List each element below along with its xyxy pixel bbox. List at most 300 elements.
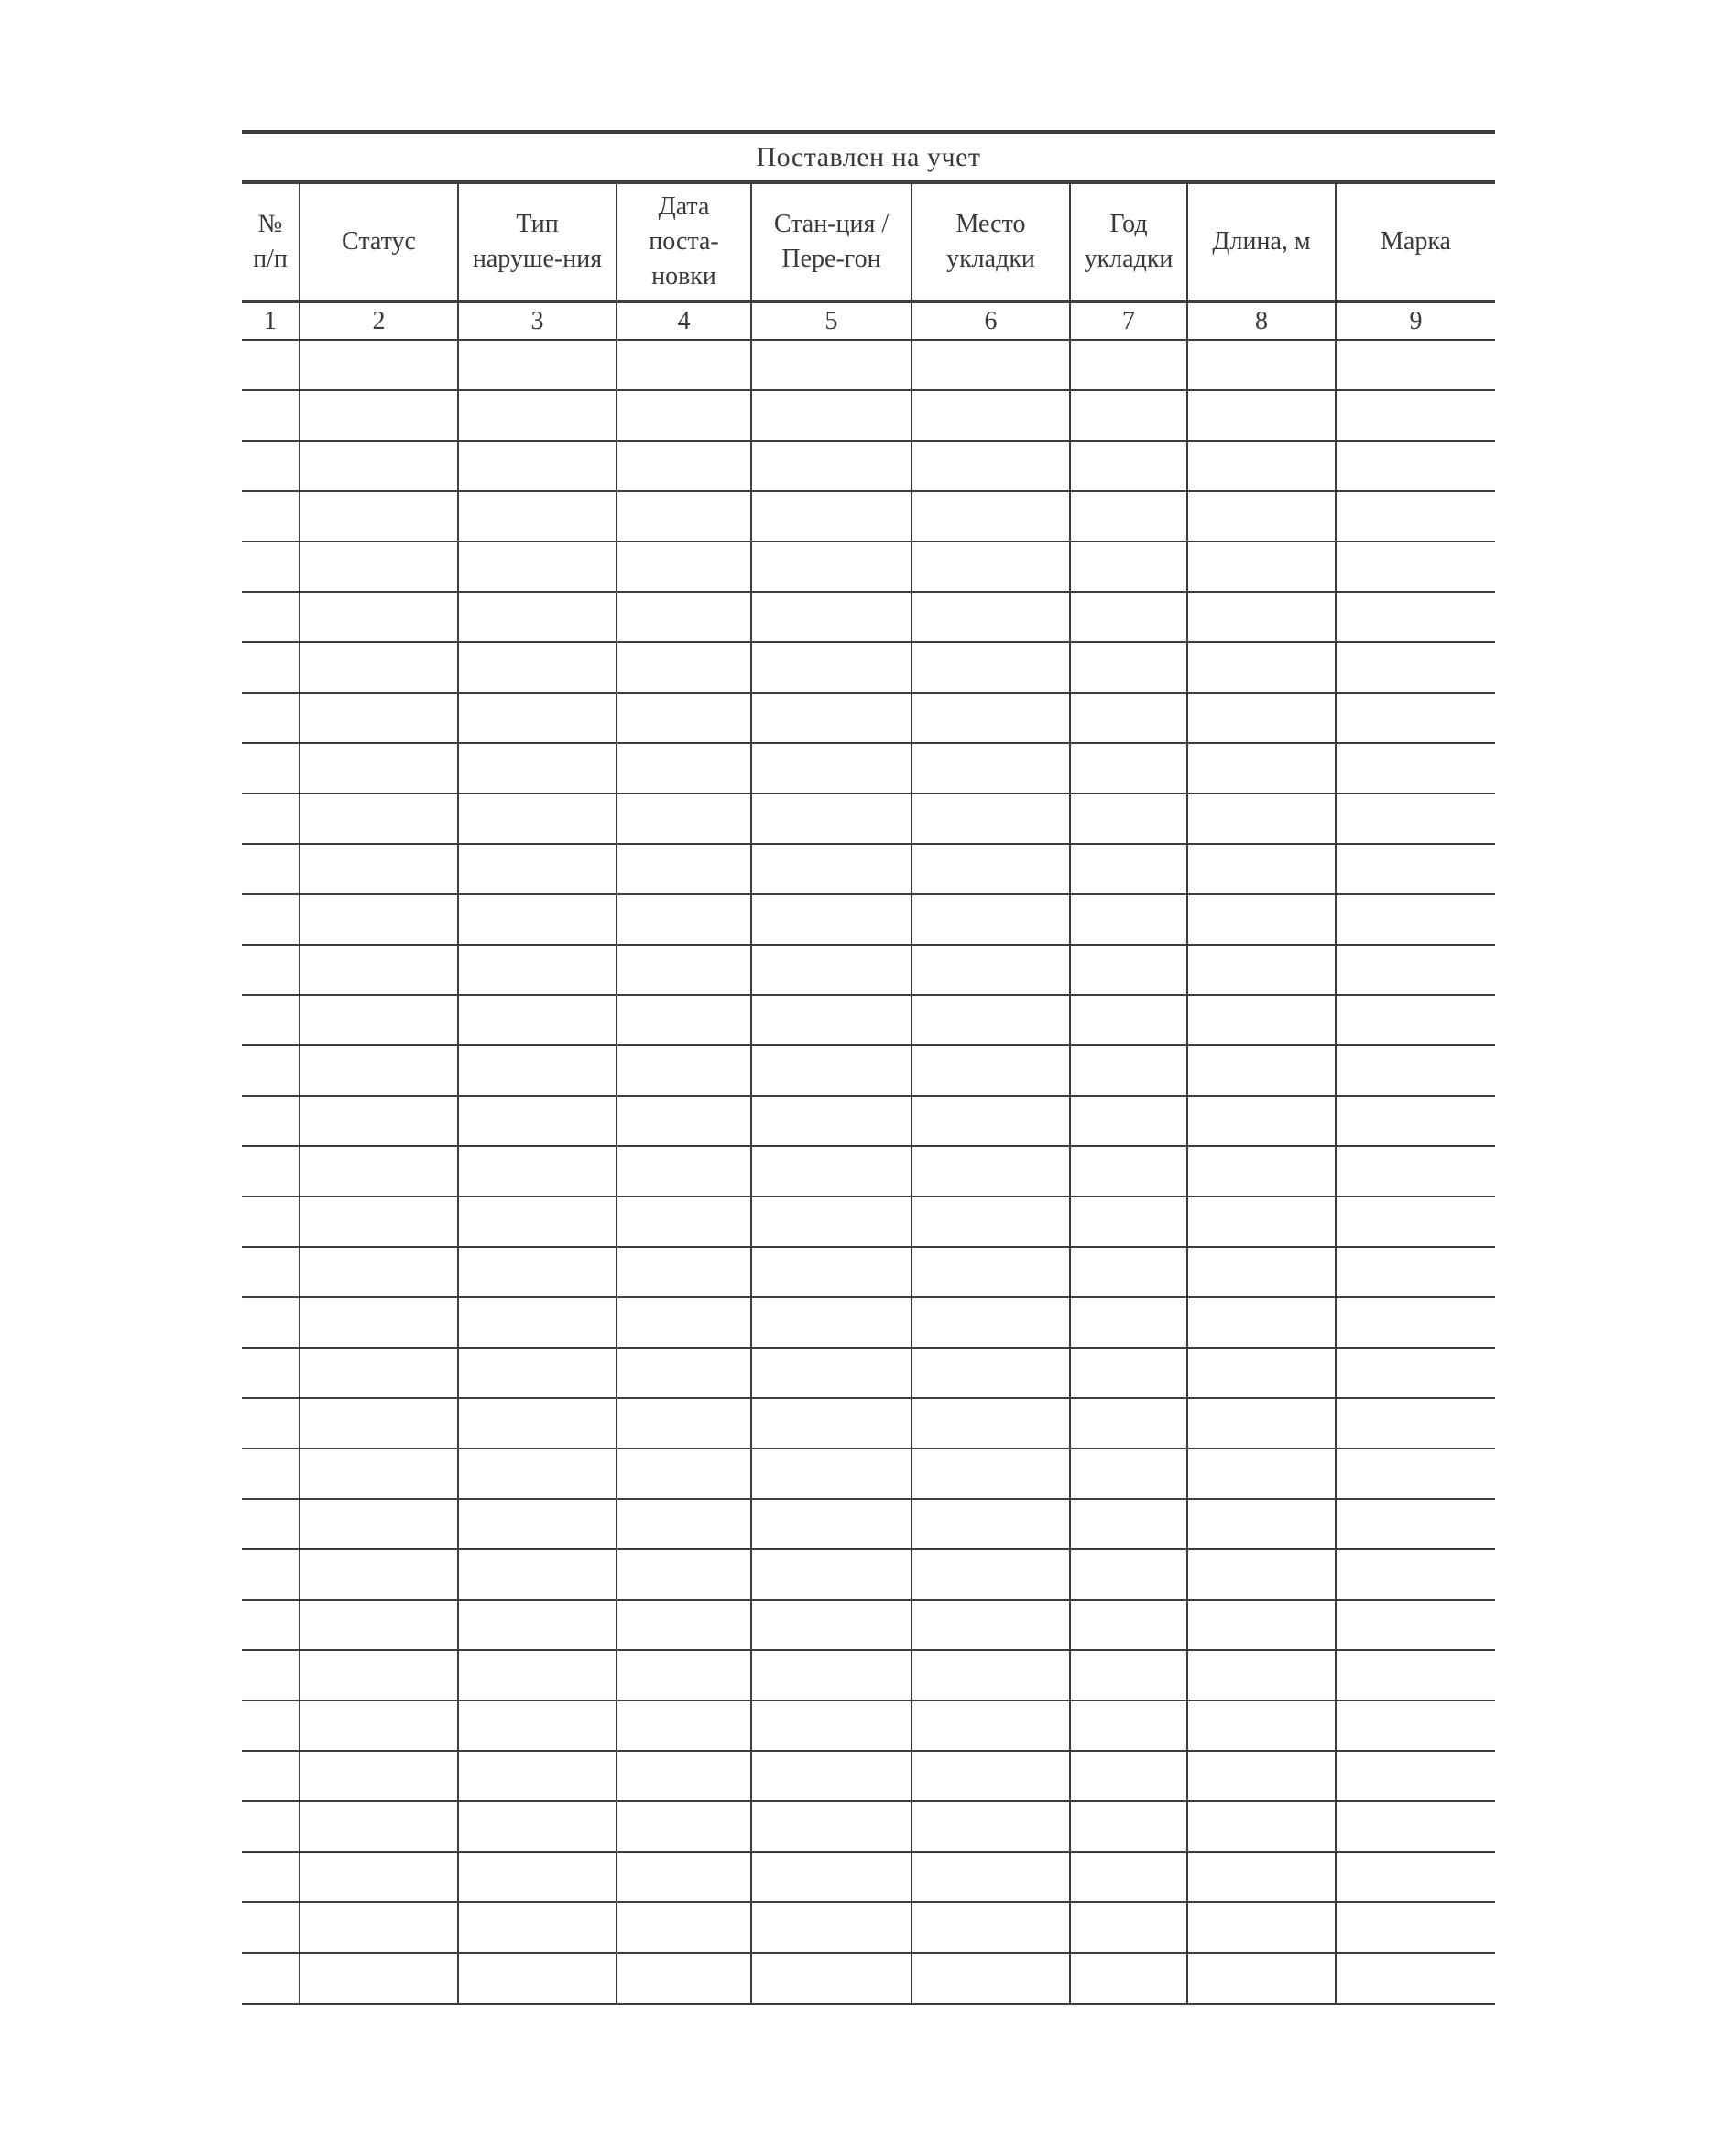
table-row <box>242 1601 1495 1651</box>
table-row <box>242 492 1495 542</box>
table-cell <box>242 1248 299 1296</box>
table-cell <box>299 391 457 440</box>
table-cell <box>1186 996 1335 1044</box>
column-header-6: Место укладки <box>911 184 1069 300</box>
table-cell <box>1186 1550 1335 1599</box>
column-header-5: Стан-ция / Пере-гон <box>750 184 911 300</box>
table-cell <box>457 1550 616 1599</box>
table-cell <box>1335 1802 1495 1851</box>
table-cell <box>750 1147 911 1196</box>
table-row <box>242 1298 1495 1349</box>
table-cell <box>242 996 299 1044</box>
table-cell <box>750 1500 911 1548</box>
table-cell <box>1186 1853 1335 1901</box>
column-number-9: 9 <box>1335 303 1495 339</box>
table-cell <box>1069 1248 1186 1296</box>
table-row <box>242 946 1495 996</box>
column-number-3: 3 <box>457 303 616 339</box>
table-cell <box>616 492 750 541</box>
table-cell <box>616 794 750 843</box>
table-cell <box>1186 442 1335 490</box>
table-cell <box>1186 895 1335 944</box>
table-cell <box>457 442 616 490</box>
table-cell <box>616 1449 750 1498</box>
table-cell <box>1069 1752 1186 1800</box>
table-cell <box>1186 1903 1335 1952</box>
table-row <box>242 1197 1495 1248</box>
table-cell <box>457 1449 616 1498</box>
table-cell <box>750 1399 911 1448</box>
table-cell <box>1335 1197 1495 1246</box>
table-cell <box>457 1903 616 1952</box>
table-cell <box>299 442 457 490</box>
table-cell <box>1186 694 1335 742</box>
table-cell <box>242 794 299 843</box>
table-cell <box>242 845 299 893</box>
table-caption: Поставлен на учет <box>242 130 1495 180</box>
column-header-7: Год укладки <box>1069 184 1186 300</box>
table-cell <box>1186 1449 1335 1498</box>
table-cell <box>299 1500 457 1548</box>
table-cell <box>750 1449 911 1498</box>
table-cell <box>457 895 616 944</box>
table-cell <box>1069 694 1186 742</box>
table-cell <box>1335 1248 1495 1296</box>
table-cell <box>1186 1248 1335 1296</box>
table-cell <box>1335 341 1495 389</box>
table-cell <box>457 1651 616 1700</box>
table-cell <box>616 1954 750 2003</box>
table-row <box>242 1550 1495 1601</box>
table-cell <box>299 1449 457 1498</box>
table-cell <box>299 1802 457 1851</box>
table-row <box>242 996 1495 1046</box>
table-cell <box>457 1954 616 2003</box>
table-cell <box>616 1097 750 1145</box>
table-cell <box>1335 442 1495 490</box>
table-cell <box>1186 1651 1335 1700</box>
table-cell <box>1069 895 1186 944</box>
table-row <box>242 593 1495 643</box>
table-cell <box>1186 1298 1335 1347</box>
table-cell <box>1335 492 1495 541</box>
table-cell <box>1069 1903 1186 1952</box>
table-cell <box>242 1500 299 1548</box>
table-cell <box>299 1147 457 1196</box>
table-cell <box>911 1954 1069 2003</box>
numbers-row <box>242 303 1495 341</box>
table-cell <box>457 1802 616 1851</box>
table-cell <box>1335 643 1495 692</box>
table-cell <box>616 1651 750 1700</box>
table-row <box>242 1752 1495 1802</box>
table-row <box>242 391 1495 442</box>
table-cell <box>750 593 911 641</box>
table-cell <box>1186 1954 1335 2003</box>
table-cell <box>750 1298 911 1347</box>
table-cell <box>911 492 1069 541</box>
table-cell <box>242 643 299 692</box>
table-row <box>242 1802 1495 1853</box>
table-cell <box>242 1197 299 1246</box>
table-row <box>242 794 1495 845</box>
table-cell <box>457 1601 616 1649</box>
table-cell <box>911 1097 1069 1145</box>
table-cell <box>616 1147 750 1196</box>
table-cell <box>616 1550 750 1599</box>
table-cell <box>1186 946 1335 994</box>
table-cell <box>911 1601 1069 1649</box>
table-cell <box>750 1349 911 1397</box>
table-cell <box>1335 1651 1495 1700</box>
column-header-4: Дата поста- новки <box>616 184 750 300</box>
table-cell <box>299 1651 457 1700</box>
table-cell <box>911 593 1069 641</box>
table-cell <box>750 1752 911 1800</box>
table-cell <box>1335 996 1495 1044</box>
table-cell <box>911 1046 1069 1095</box>
table-cell <box>616 1853 750 1901</box>
table-cell <box>242 1903 299 1952</box>
table-cell <box>911 1550 1069 1599</box>
table-cell <box>616 1197 750 1246</box>
table-cell <box>1069 1500 1186 1548</box>
table-cell <box>242 542 299 591</box>
table-cell <box>457 1701 616 1750</box>
table-cell <box>1335 542 1495 591</box>
table-cell <box>242 1298 299 1347</box>
column-header-2: Статус <box>299 184 457 300</box>
table-cell <box>299 1752 457 1800</box>
table-cell <box>750 694 911 742</box>
table-cell <box>457 1349 616 1397</box>
table-cell <box>911 1701 1069 1750</box>
table-cell <box>911 1500 1069 1548</box>
table-cell <box>911 391 1069 440</box>
table-cell <box>1069 845 1186 893</box>
table-cell <box>616 341 750 389</box>
table-cell <box>457 946 616 994</box>
table-cell <box>242 442 299 490</box>
table-cell <box>1335 1701 1495 1750</box>
table-cell <box>299 1197 457 1246</box>
table-cell <box>750 1550 911 1599</box>
table-cell <box>242 1651 299 1700</box>
table-cell <box>1069 1701 1186 1750</box>
table-body <box>242 341 1495 2005</box>
table-cell <box>1335 1399 1495 1448</box>
table-row <box>242 1701 1495 1752</box>
table-cell <box>457 1298 616 1347</box>
table-cell <box>1335 1752 1495 1800</box>
table-cell <box>911 1802 1069 1851</box>
column-header-1: № п/п <box>253 210 288 273</box>
table-cell <box>1069 1046 1186 1095</box>
table-cell <box>1069 1298 1186 1347</box>
table-cell <box>616 1701 750 1750</box>
table-cell <box>299 946 457 994</box>
table-cell <box>1069 542 1186 591</box>
column-number-7: 7 <box>1069 303 1186 339</box>
table-cell <box>299 1097 457 1145</box>
table-row <box>242 744 1495 794</box>
table-cell <box>1335 895 1495 944</box>
table-cell <box>911 1399 1069 1448</box>
table-cell <box>1335 1601 1495 1649</box>
table-cell <box>457 492 616 541</box>
column-header-3: Тип наруше-ния <box>457 184 616 300</box>
table-cell <box>299 996 457 1044</box>
table-cell <box>616 1349 750 1397</box>
table-cell <box>1335 1903 1495 1952</box>
table-cell <box>299 1399 457 1448</box>
table-cell <box>1069 593 1186 641</box>
table-cell <box>1069 1954 1186 2003</box>
table-cell <box>242 341 299 389</box>
table-cell <box>1069 1601 1186 1649</box>
table-cell <box>1069 391 1186 440</box>
table-cell <box>616 1752 750 1800</box>
table-cell <box>457 1046 616 1095</box>
table-cell <box>1186 845 1335 893</box>
table-cell <box>299 542 457 591</box>
table-row <box>242 1651 1495 1701</box>
table-cell <box>299 1601 457 1649</box>
table-cell <box>242 391 299 440</box>
table-cell <box>1069 744 1186 793</box>
table-cell <box>911 996 1069 1044</box>
table-cell <box>457 1853 616 1901</box>
table-cell <box>1069 442 1186 490</box>
table-cell <box>457 542 616 591</box>
table-row <box>242 1046 1495 1097</box>
table-cell <box>1335 744 1495 793</box>
table-cell <box>616 1298 750 1347</box>
table-cell <box>750 1903 911 1952</box>
table-cell <box>911 694 1069 742</box>
table-cell <box>750 1802 911 1851</box>
table-cell <box>242 1349 299 1397</box>
table-cell <box>1186 1046 1335 1095</box>
table-cell <box>242 1752 299 1800</box>
table-cell <box>750 996 911 1044</box>
table-cell <box>616 694 750 742</box>
table-cell <box>242 1601 299 1649</box>
table-cell <box>911 643 1069 692</box>
table-cell <box>242 1046 299 1095</box>
table-cell <box>1186 1601 1335 1649</box>
table-row <box>242 1853 1495 1903</box>
table-cell <box>911 1853 1069 1901</box>
column-number-5: 5 <box>750 303 911 339</box>
table-cell <box>1186 1399 1335 1448</box>
table-cell <box>616 1399 750 1448</box>
table-cell <box>1069 643 1186 692</box>
table-cell <box>242 1449 299 1498</box>
table-cell <box>1069 1399 1186 1448</box>
table-cell <box>750 1601 911 1649</box>
table-cell <box>1335 1853 1495 1901</box>
table-cell <box>1335 1147 1495 1196</box>
table-row <box>242 442 1495 492</box>
table-cell <box>1069 1449 1186 1498</box>
table-cell <box>1186 794 1335 843</box>
table-cell <box>299 1853 457 1901</box>
table-cell <box>750 1954 911 2003</box>
table-cell <box>242 1097 299 1145</box>
table-cell <box>299 1046 457 1095</box>
table-row <box>242 1500 1495 1550</box>
table-row <box>242 1248 1495 1298</box>
table-cell <box>750 542 911 591</box>
table-cell <box>1335 845 1495 893</box>
table-row <box>242 341 1495 391</box>
table-cell <box>299 845 457 893</box>
table-cell <box>616 895 750 944</box>
table-cell <box>299 593 457 641</box>
table-cell <box>1335 1046 1495 1095</box>
table-cell <box>616 744 750 793</box>
table-cell <box>1069 341 1186 389</box>
table-cell <box>1335 1097 1495 1145</box>
table-row <box>242 643 1495 694</box>
table-cell <box>1069 794 1186 843</box>
table-row <box>242 895 1495 946</box>
table-cell <box>616 996 750 1044</box>
table-cell <box>1335 794 1495 843</box>
table-cell <box>750 744 911 793</box>
table-cell <box>911 1349 1069 1397</box>
registration-table <box>242 130 1495 2005</box>
table-cell <box>457 1248 616 1296</box>
table-cell <box>750 643 911 692</box>
table-cell <box>1186 1500 1335 1548</box>
table-cell <box>457 694 616 742</box>
table-cell <box>1069 1349 1186 1397</box>
table-cell <box>750 1853 911 1901</box>
table-row <box>242 1147 1495 1197</box>
table-cell <box>299 1903 457 1952</box>
table-cell <box>750 1701 911 1750</box>
table-cell <box>750 341 911 389</box>
table-cell <box>242 744 299 793</box>
table-cell <box>1186 542 1335 591</box>
table-cell <box>1186 1147 1335 1196</box>
table-row <box>242 542 1495 593</box>
table-cell <box>911 1248 1069 1296</box>
table-cell <box>1335 1500 1495 1548</box>
table-cell <box>1335 694 1495 742</box>
table-cell <box>1335 593 1495 641</box>
table-cell <box>457 391 616 440</box>
table-cell <box>750 1046 911 1095</box>
table-cell <box>242 1701 299 1750</box>
table-cell <box>750 1248 911 1296</box>
table-cell <box>299 1701 457 1750</box>
table-cell <box>750 1197 911 1246</box>
column-number-1: 1 <box>264 306 277 335</box>
table-cell <box>911 1449 1069 1498</box>
table-cell <box>299 643 457 692</box>
table-cell <box>1186 593 1335 641</box>
column-number-6: 6 <box>911 303 1069 339</box>
table-cell <box>616 1601 750 1649</box>
table-cell <box>1335 1449 1495 1498</box>
table-cell <box>616 643 750 692</box>
column-number-4: 4 <box>616 303 750 339</box>
table-row <box>242 1449 1495 1500</box>
table-cell <box>750 391 911 440</box>
table-cell <box>911 1752 1069 1800</box>
table-cell <box>242 593 299 641</box>
table-cell <box>616 1046 750 1095</box>
table-cell <box>1186 492 1335 541</box>
table-cell <box>616 845 750 893</box>
table-cell <box>242 492 299 541</box>
table-cell <box>1186 744 1335 793</box>
table-cell <box>911 744 1069 793</box>
table-cell <box>457 643 616 692</box>
table-cell <box>616 391 750 440</box>
table-cell <box>616 442 750 490</box>
table-cell <box>299 694 457 742</box>
table-cell <box>242 1954 299 2003</box>
table-cell <box>1335 1298 1495 1347</box>
table-cell <box>242 1399 299 1448</box>
table-cell <box>616 542 750 591</box>
table-cell <box>911 1903 1069 1952</box>
table-cell <box>1186 1197 1335 1246</box>
table-cell <box>911 845 1069 893</box>
table-cell <box>1069 1802 1186 1851</box>
table-cell <box>750 895 911 944</box>
table-cell <box>1069 492 1186 541</box>
table-cell <box>1069 1147 1186 1196</box>
table-cell <box>616 946 750 994</box>
table-cell <box>1069 1853 1186 1901</box>
table-row <box>242 1954 1495 2005</box>
table-cell <box>299 1954 457 2003</box>
table-row <box>242 1903 1495 1953</box>
table-cell <box>299 1349 457 1397</box>
table-cell <box>457 1752 616 1800</box>
table-cell <box>1335 391 1495 440</box>
table-cell <box>1335 946 1495 994</box>
table-cell <box>242 694 299 742</box>
table-cell <box>1335 1954 1495 2003</box>
table-cell <box>1186 1349 1335 1397</box>
table-cell <box>750 946 911 994</box>
table-cell <box>1069 946 1186 994</box>
table-cell <box>299 341 457 389</box>
column-header-8: Длина, м <box>1186 184 1335 300</box>
table-cell <box>616 593 750 641</box>
table-cell <box>911 1298 1069 1347</box>
table-cell <box>1186 1097 1335 1145</box>
table-cell <box>457 1197 616 1246</box>
table-cell <box>750 1097 911 1145</box>
table-cell <box>457 794 616 843</box>
table-cell <box>911 1651 1069 1700</box>
table-cell <box>1186 1802 1335 1851</box>
table-cell <box>911 1197 1069 1246</box>
table-cell <box>242 946 299 994</box>
table-cell <box>1069 1097 1186 1145</box>
table-cell <box>616 1248 750 1296</box>
table-cell <box>1186 643 1335 692</box>
table-cell <box>242 895 299 944</box>
table-cell <box>750 1651 911 1700</box>
